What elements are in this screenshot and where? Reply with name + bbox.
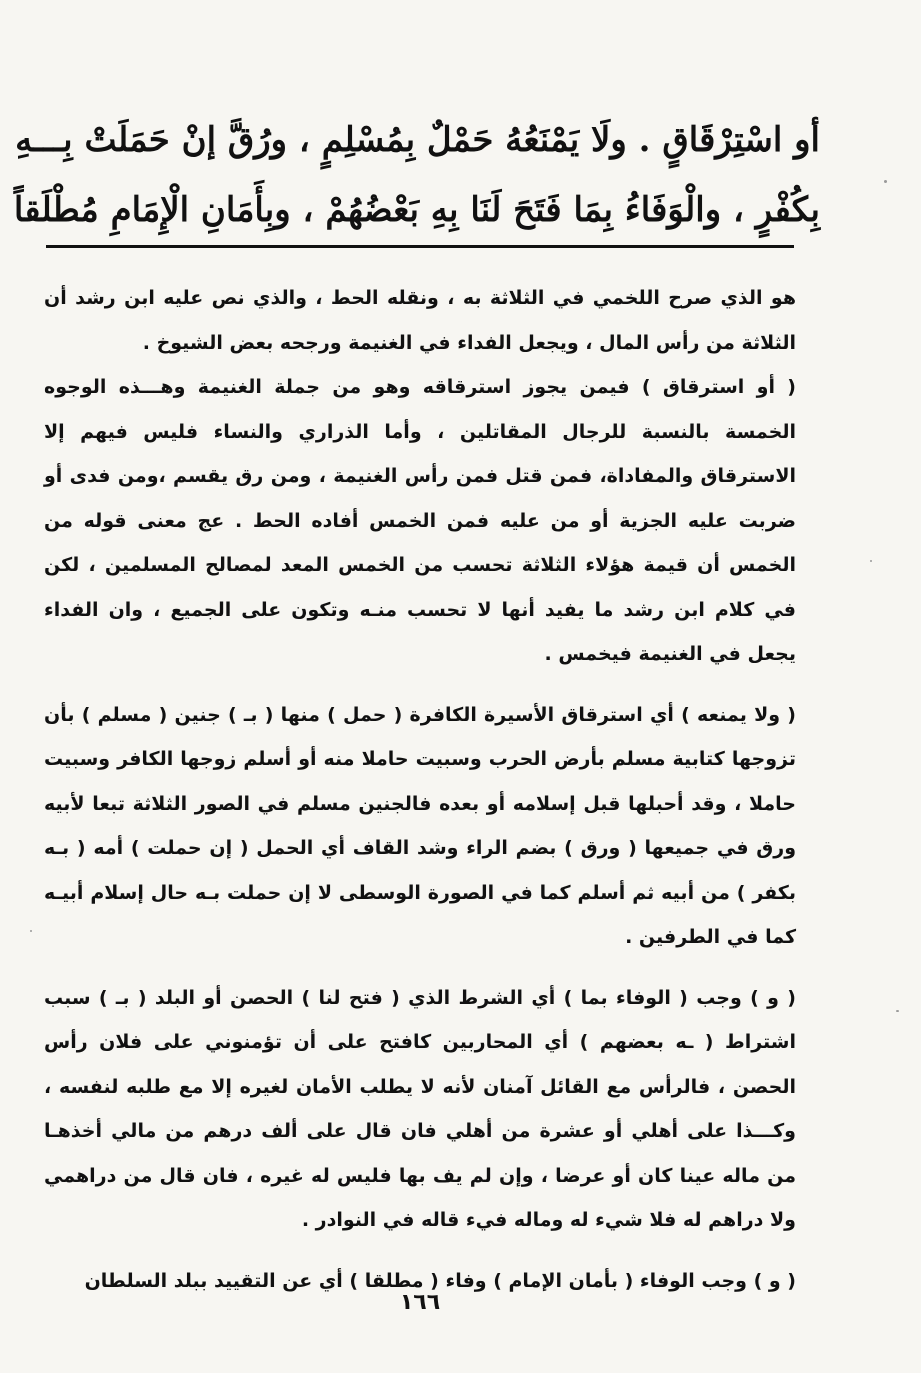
scan-speck [896, 1010, 899, 1012]
scan-speck [884, 180, 887, 183]
commentary-paragraph-2: ( أو استرقاق ) فيمن يجوز استرقاقه وهو من جملة الغنيمة وهـــذه الوجوه الخمسة بالنسبة للرجال المقاتلين ، وأما الذراري والنساء فليس فيهم إلا الاسترقاق والمفاداة، فمن قتل فمن رأس الغنيمة ، ومن رق يقسم ،ومن فدى أو ضربت عليه الجزية أو من عليه فمن الخمس أفاده الحط . عج معنى قوله من الخمس أن قيمة هؤلاء الثلاثة تحسب من الخمس المعد لمصالح المسلمين ، لكن في كلام ابن رشد ما يفيد أنها لا تحسب منـه وتكون على الجميع ، وان الفداء يجعل في الغنيمة فيخمس . [44, 376, 796, 665]
commentary-paragraph-4: ( و ) وجب ( الوفاء بما ) أي الشرط الذي ( فتح لنا ) الحصن أو البلد ( بـ ) سبب اشتراط ( ـه بعضهم ) أي المحاربين كافتح على أن تؤمنوني على فلان رأس الحصن ، فالرأس مع القائل آمنان لأنه لا يطلب الأمان لغيره إلا مع طلبه لنفسه ، وكـــذا على أهلي أو عشرة من أهلي فان قال على ألف درهم من مالي أخذهـا من ماله عينا كان أو عرضا ، وإن لم يف بها فليس له غيره ، فان قال من دراهمي ولا دراهم له فلا شيء له وماله فيء قاله في النوادر . [44, 986, 796, 1231]
verse-line-1: أو اسْتِرْقَاقٍ . ولَا يَمْنَعُهُ حَمْلٌ بِمُسْلِمٍ ، ورُقَّ إنْ حَمَلَتْ بِـــهِ [15, 120, 820, 160]
separator-rule [46, 245, 794, 248]
commentary-paragraph-1: هو الذي صرح اللخمي في الثلاثة به ، ونقله الحط ، والذي نص عليه ابن رشد أن الثلاثة من رأس المال ، ويجعل الفداء في الغنيمة ورجحه بعض الشيوخ . [44, 287, 796, 354]
commentary-body [44, 276, 796, 1303]
commentary-paragraph-5: ( و ) وجب الوفاء ( بأمان الإمام ) وفاء ( مطلقا ) أي عن التقييد ببلد السلطان [84, 1269, 796, 1292]
commentary-paragraph-3: ( ولا يمنعه ) أي استرقاق الأسيرة الكافرة ( حمل ) منها ( بـ ) جنين ( مسلم ) بأن تزوجها كتابية مسلم بأرض الحرب وسبيت حاملا منه أو أسلم زوجها الكافر وسبيت حاملا ، وقد أحبلها قبل إسلامه أو بعده فالجنين مسلم في الصور الثلاثة تبعا لأبيه ورق في جميعها ( ورق ) بضم الراء وشد القاف أي الحمل ( إن حملت ) أمه ( بـه بكفر ) من أبيه ثم أسلم كما في الصورة الوسطى لا إن حملت بـه حال إسلام أبيـه كما في الطرفين . [44, 703, 796, 948]
scan-speck [870, 560, 872, 562]
verse-line-2: بِكُفْرٍ ، والْوَفَاءُ بِمَا فَتَحَ لَنَا بِهِ بَعْضُهُمْ ، وبِأَمَانِ الْإِمَامِ مُطْلَقاً [13, 190, 820, 230]
page-number: ١٦٦ [399, 1290, 441, 1315]
scan-speck [30, 930, 32, 932]
